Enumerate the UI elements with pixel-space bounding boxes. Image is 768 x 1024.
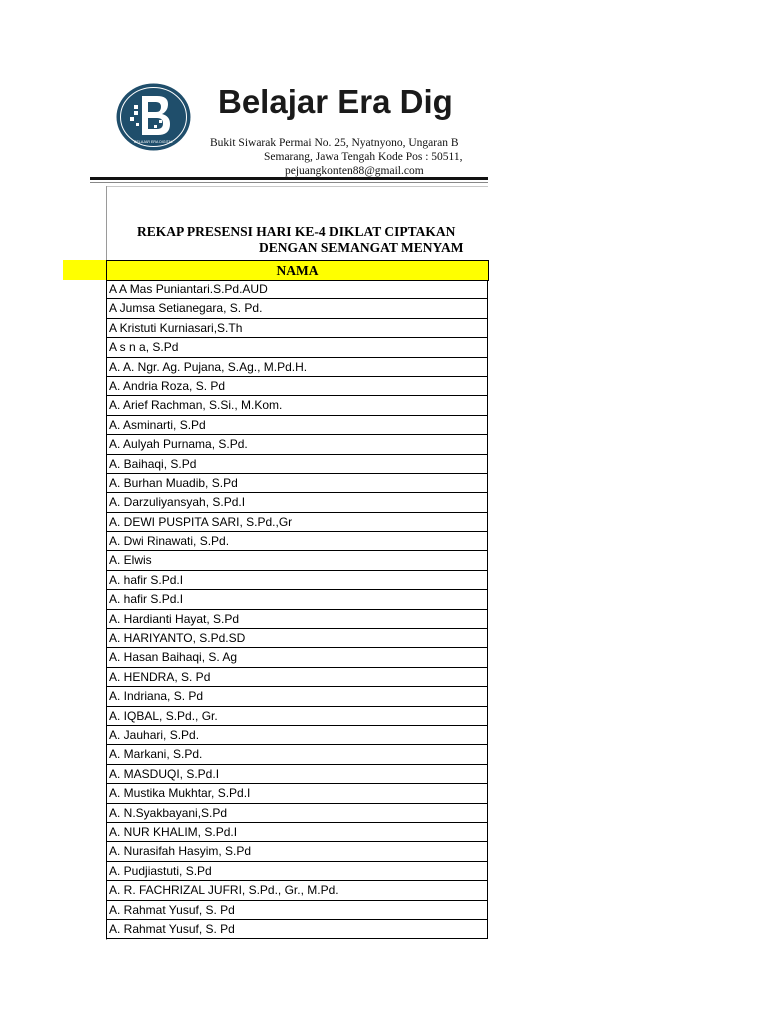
participant-name: A. Andria Roza, S. Pd bbox=[109, 378, 226, 393]
participant-name: A. Darzuliyansyah, S.Pd.I bbox=[109, 495, 246, 510]
participant-name: A. Markani, S.Pd. bbox=[109, 747, 203, 762]
belajar-era-digital-logo bbox=[116, 83, 191, 151]
participant-name: A. Mustika Mukhtar, S.Pd.I bbox=[109, 786, 251, 801]
participant-name: A. NUR KHALIM, S.Pd.I bbox=[109, 824, 238, 839]
table-row bbox=[106, 745, 488, 764]
participant-name: A Kristuti Kurniasari,S.Th bbox=[109, 320, 243, 335]
table-row bbox=[106, 784, 488, 803]
address-line-2: Semarang, Jawa Tengah Kode Pos : 50511, bbox=[264, 151, 463, 163]
participant-name: A. Hardianti Hayat, S.Pd bbox=[109, 611, 240, 626]
table-row bbox=[106, 881, 488, 900]
participant-name: A. Dwi Rinawati, S.Pd. bbox=[109, 534, 230, 549]
participant-name: A. DEWI PUSPITA SARI, S.Pd.,Gr bbox=[109, 514, 293, 529]
table-row bbox=[106, 280, 488, 299]
table-row bbox=[106, 319, 488, 338]
table-row bbox=[106, 396, 488, 415]
participant-name: A. Hasan Baihaqi, S. Ag bbox=[109, 650, 238, 665]
report-title-line-2: DENGAN SEMANGAT MENYAM bbox=[259, 240, 464, 255]
table-row bbox=[106, 532, 488, 551]
participant-name: A. hafir S.Pd.I bbox=[109, 592, 184, 607]
participant-name: A. HENDRA, S. Pd bbox=[109, 669, 211, 684]
table-row bbox=[106, 474, 488, 493]
participant-name: A. Baihaqi, S.Pd bbox=[109, 456, 197, 471]
participant-name: A. IQBAL, S.Pd., Gr. bbox=[109, 708, 218, 723]
table-row bbox=[106, 435, 488, 454]
attendance-name-list bbox=[106, 280, 488, 939]
table-row bbox=[106, 901, 488, 920]
participant-name: A Jumsa Setianegara, S. Pd. bbox=[109, 301, 263, 316]
table-row bbox=[106, 377, 488, 396]
sheet-top-border bbox=[106, 186, 488, 187]
participant-name: A. Rahmat Yusuf, S. Pd bbox=[109, 921, 235, 936]
participant-name: A. Arief Rachman, S.Si., M.Kom. bbox=[109, 398, 283, 413]
participant-name: A. Elwis bbox=[109, 553, 152, 568]
participant-name: A s n a, S.Pd bbox=[109, 340, 179, 355]
table-row bbox=[106, 804, 488, 823]
table-row bbox=[106, 862, 488, 881]
table-row bbox=[106, 726, 488, 745]
participant-name: A. Indriana, S. Pd bbox=[109, 689, 204, 704]
table-row bbox=[106, 629, 488, 648]
participant-name: A. A. Ngr. Ag. Pujana, S.Ag., M.Pd.H. bbox=[109, 359, 308, 374]
participant-name: A A Mas Puniantari.S.Pd.AUD bbox=[109, 282, 268, 296]
organization-name: Belajar Era Dig bbox=[218, 83, 453, 120]
participant-name: A. hafir S.Pd.I bbox=[109, 572, 184, 587]
participant-name: A. Aulyah Purnama, S.Pd. bbox=[109, 437, 248, 452]
participant-name: A. Pudjiastuti, S.Pd bbox=[109, 863, 212, 878]
table-row bbox=[106, 590, 488, 609]
participant-name: A. MASDUQI, S.Pd.I bbox=[109, 766, 220, 781]
svg-text:BELAJAR ERA DIGITAL: BELAJAR ERA DIGITAL bbox=[134, 140, 173, 144]
table-row bbox=[106, 551, 488, 570]
address-line-1: Bukit Siwarak Permai No. 25, Nyatnyono, Ungaran B bbox=[210, 137, 459, 149]
letterhead-divider-thin bbox=[90, 182, 488, 183]
table-row bbox=[106, 610, 488, 629]
table-row bbox=[106, 513, 488, 532]
participant-name: A. Jauhari, S.Pd. bbox=[109, 727, 200, 742]
table-row bbox=[106, 648, 488, 667]
column-header-nama: NAMA bbox=[106, 260, 489, 281]
contact-email[interactable]: pejuangkonten88@gmail.com bbox=[285, 165, 424, 177]
table-row bbox=[106, 823, 488, 842]
table-row bbox=[106, 299, 488, 318]
table-row bbox=[106, 416, 488, 435]
table-row bbox=[106, 455, 488, 474]
table-row bbox=[106, 493, 488, 512]
letterhead-divider bbox=[90, 177, 488, 180]
participant-name: A. N.Syakbayani,S.Pd bbox=[109, 805, 228, 820]
table-row bbox=[106, 765, 488, 784]
report-title-line-1: REKAP PRESENSI HARI KE-4 DIKLAT CIPTAKAN bbox=[137, 224, 456, 239]
table-row bbox=[106, 668, 488, 687]
participant-name: A. Burhan Muadib, S.Pd bbox=[109, 475, 238, 490]
participant-name: A. HARIYANTO, S.Pd.SD bbox=[109, 631, 246, 646]
participant-name: A. Asminarti, S.Pd bbox=[109, 417, 206, 432]
participant-name: A. Nurasifah Hasyim, S.Pd bbox=[109, 844, 252, 859]
table-row bbox=[106, 687, 488, 706]
table-row bbox=[106, 571, 488, 590]
table-row bbox=[106, 842, 488, 861]
participant-name: A. R. FACHRIZAL JUFRI, S.Pd., Gr., M.Pd. bbox=[109, 883, 339, 898]
table-row bbox=[106, 920, 488, 939]
table-row bbox=[106, 358, 488, 377]
participant-name: A. Rahmat Yusuf, S. Pd bbox=[109, 902, 235, 917]
table-row bbox=[106, 338, 488, 357]
table-row bbox=[106, 707, 488, 726]
